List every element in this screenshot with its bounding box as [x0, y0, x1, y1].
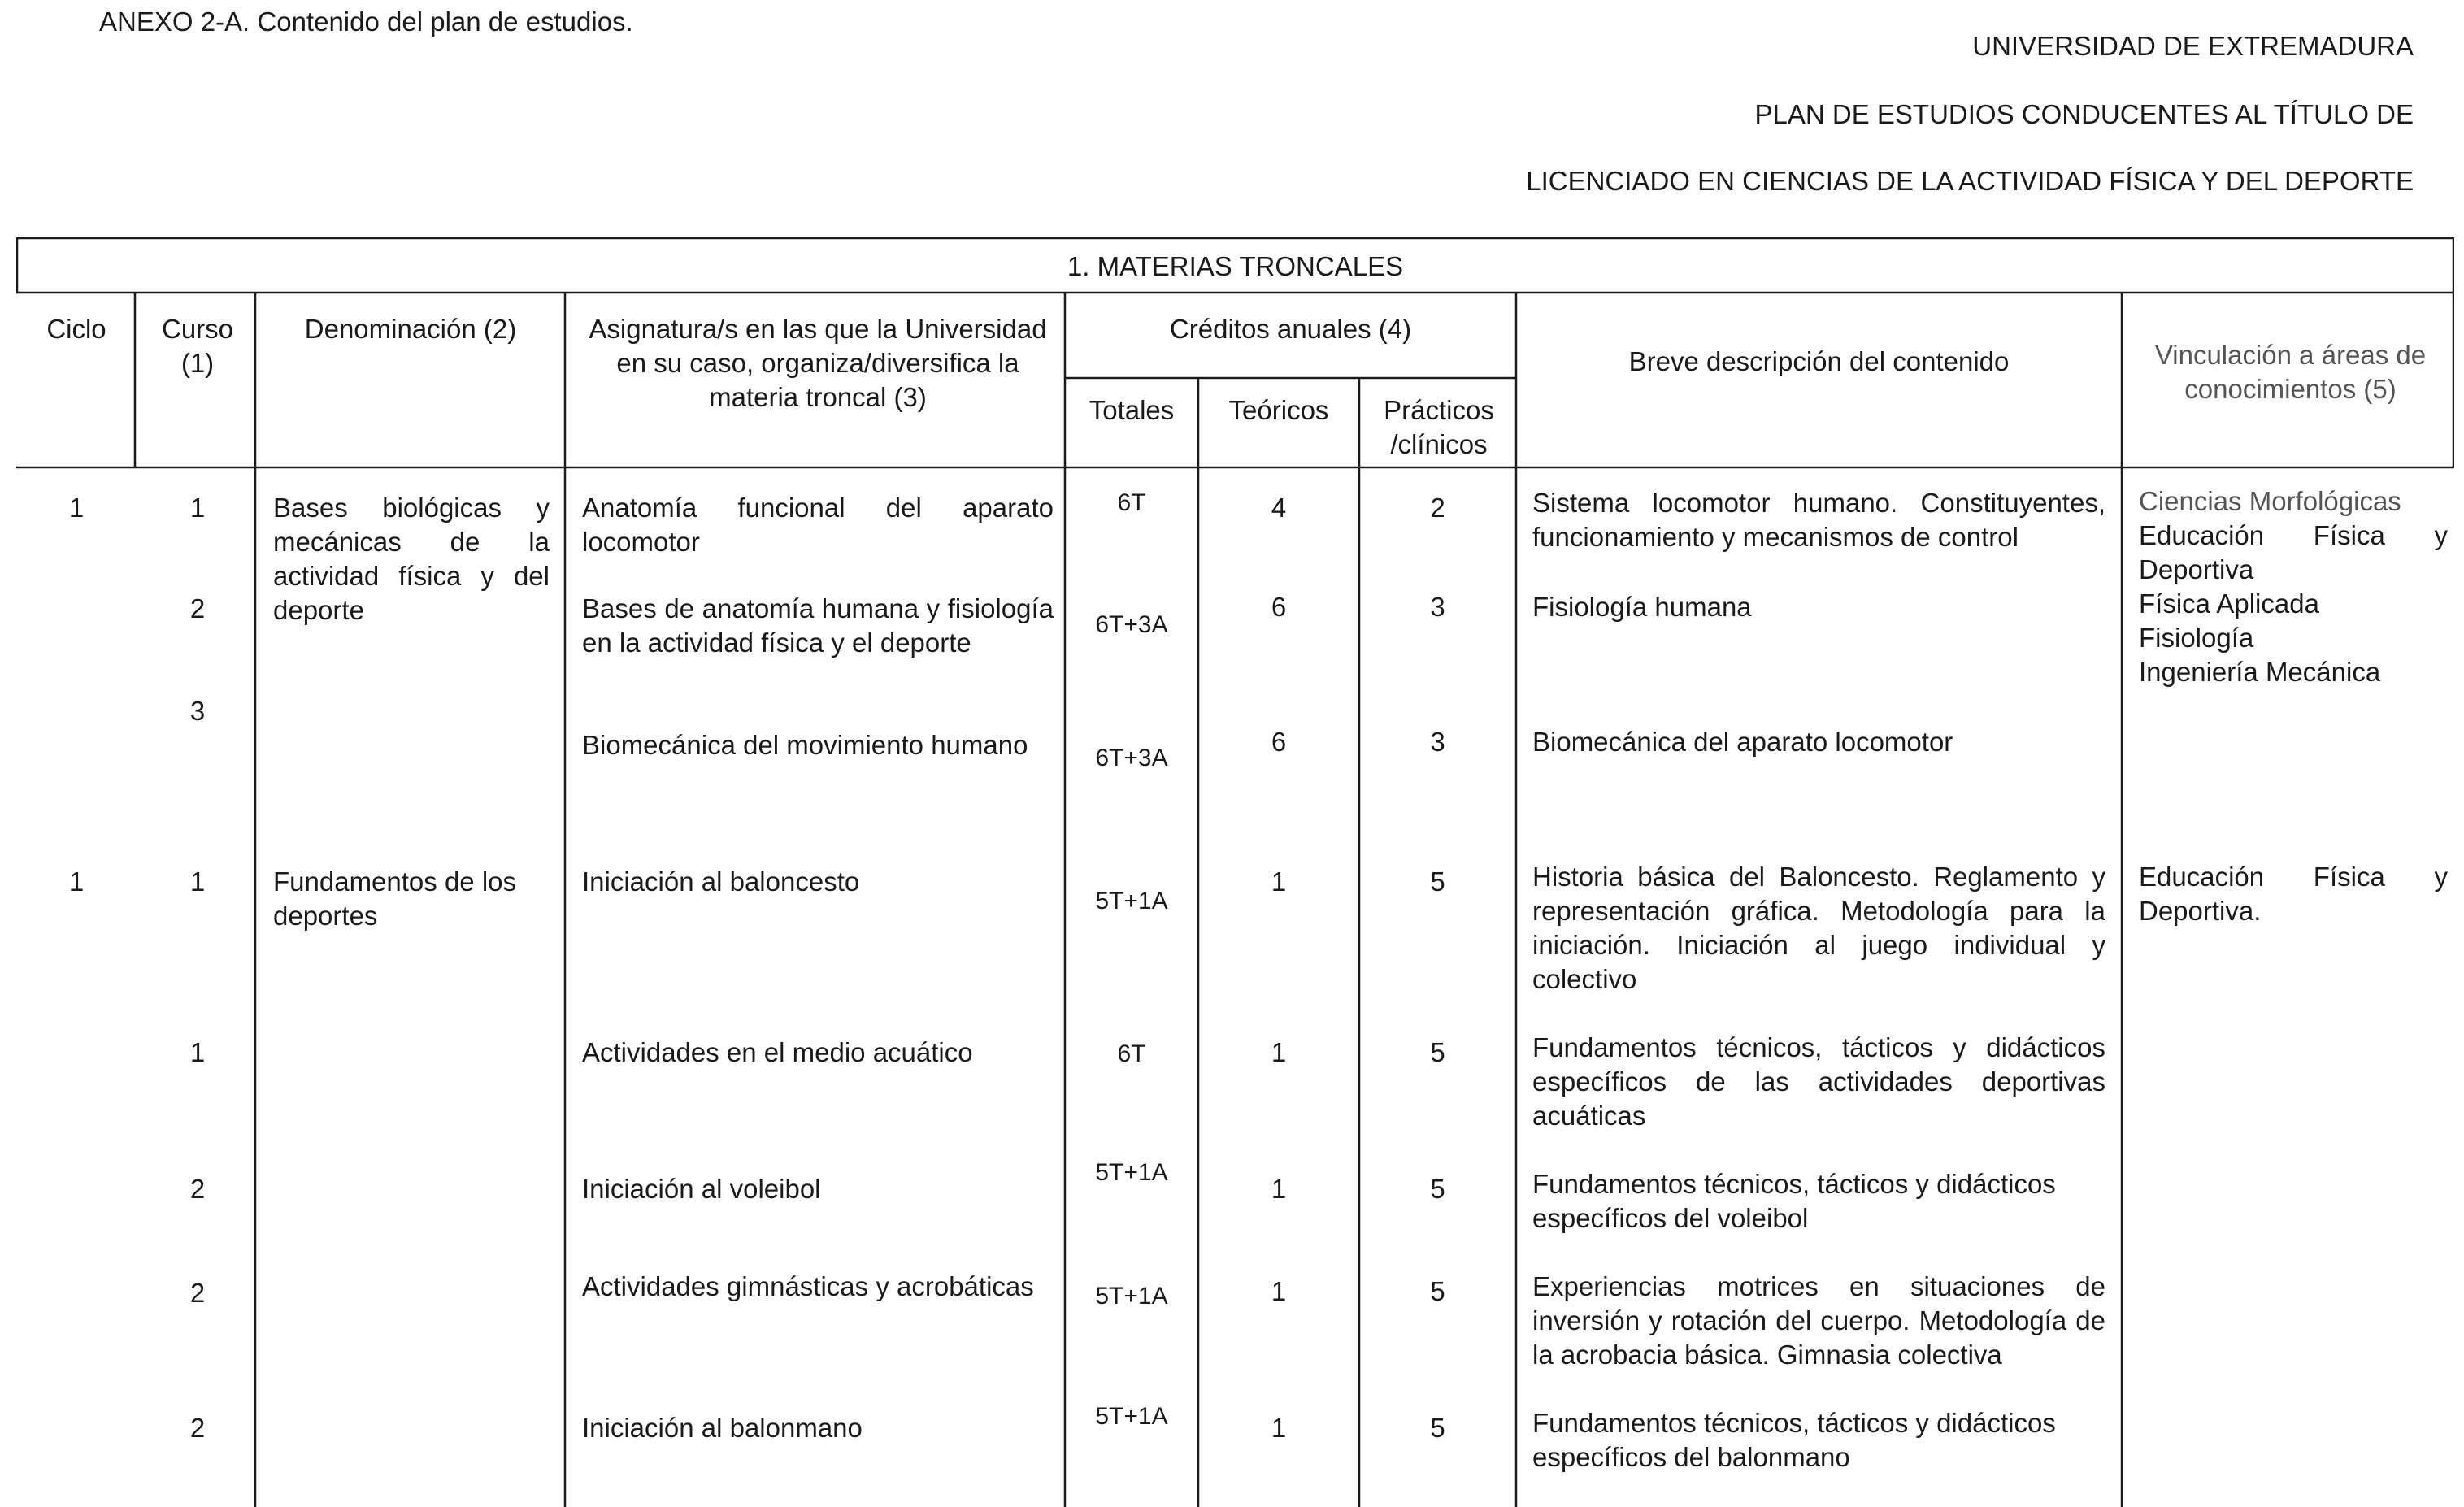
plan-line: PLAN DE ESTUDIOS CONDUCENTES AL TÍTULO DE — [1754, 99, 2414, 129]
header-denominacion: Denominación (2) — [304, 314, 517, 344]
area-item: Educación Física y Deportiva — [2139, 520, 2448, 584]
header-practicos: Prácticos /clínicos — [1384, 395, 1494, 459]
section-title: 1. MATERIAS TRONCALES — [1067, 251, 1404, 281]
table-row-curso: 1 — [189, 1037, 206, 1067]
table-row-curso: 3 — [189, 696, 206, 726]
table-row-teoricos: 1 — [1271, 1174, 1287, 1204]
troncales-table — [16, 237, 2454, 1507]
table-row-teoricos: 6 — [1271, 727, 1287, 757]
table-row-teoricos: 1 — [1271, 866, 1287, 897]
group2-ciclo: 1 — [68, 866, 85, 897]
table-row-teoricos: 1 — [1271, 1413, 1287, 1443]
table-row-totales: 6T — [1117, 1040, 1146, 1067]
table-row-curso: 2 — [189, 1174, 206, 1204]
table-row-curso: 2 — [189, 1278, 206, 1308]
header-totales: Totales — [1089, 395, 1175, 425]
table-row-descripcion: Experiencias motrices en situaciones de inversión y rotación del cuerpo. Metodología de la acrobacia básica. Gimnasia colectiva — [1532, 1271, 2105, 1370]
table-row-curso: 2 — [189, 593, 206, 623]
table-row-teoricos: 6 — [1271, 592, 1287, 622]
table-row-teoricos: 1 — [1271, 1037, 1287, 1067]
table-row-totales: 6T+3A — [1095, 745, 1168, 771]
table-row-asignatura: Iniciación al baloncesto — [582, 866, 860, 897]
table-row-descripcion: Fundamentos técnicos, tácticos y didácticos específicos del voleibol — [1532, 1169, 2056, 1233]
table-row-totales: 5T+1A — [1095, 1403, 1168, 1430]
table-row-asignatura: Anatomía funcional del aparato locomotor — [582, 493, 1054, 557]
group2-denominacion: Fundamentos de los deportes — [273, 866, 517, 931]
table-row-teoricos: 1 — [1271, 1276, 1287, 1306]
table-row-totales: 5T+1A — [1095, 1283, 1168, 1309]
header-curso: Curso (1) — [161, 314, 234, 378]
table-row-asignatura: Iniciación al balonmano — [582, 1413, 863, 1443]
table-row-asignatura: Actividades en el medio acuático — [582, 1037, 973, 1067]
table-row-teoricos: 4 — [1271, 493, 1287, 523]
table-row-practicos: 3 — [1430, 592, 1445, 622]
table-row-descripcion: Fundamentos técnicos, tácticos y didácticos específicos del balonmano — [1532, 1408, 2056, 1472]
table-row-totales: 6T+3A — [1095, 611, 1168, 638]
table-row-practicos: 5 — [1430, 1276, 1445, 1306]
table-row-asignatura: Bases de anatomía humana y fisiología en la actividad física y el deporte — [582, 593, 1054, 658]
group2-areas: Educación Física y Deportiva. — [2139, 862, 2448, 926]
header-creditos: Créditos anuales (4) — [1169, 314, 1412, 344]
university-name: UNIVERSIDAD DE EXTREMADURA — [1972, 31, 2414, 61]
group1-ciclo: 1 — [68, 493, 85, 523]
area-item: Ciencias Morfológicas — [2139, 486, 2401, 516]
table-row-descripcion: Biomecánica del aparato locomotor — [1532, 727, 1953, 757]
table-row-practicos: 5 — [1430, 1413, 1445, 1443]
table-row-descripcion: Fundamentos técnicos, tácticos y didácticos específicos de las actividades deportivas acuáticas — [1532, 1032, 2105, 1131]
table-row-descripcion: Fisiología humana — [1532, 592, 1752, 622]
area-item: Fisiología — [2139, 623, 2254, 653]
table-row-totales: 5T+1A — [1095, 888, 1168, 914]
table-row-practicos: 5 — [1430, 1174, 1445, 1204]
table-row-totales: 5T+1A — [1095, 1159, 1168, 1186]
header-asignatura: Asignatura/s en las que la Universidad en su caso, organiza/diversifica la materia troncal (3) — [589, 314, 1047, 412]
table-row-asignatura: Biomecánica del movimiento humano — [582, 730, 1028, 760]
table-row-curso: 1 — [189, 866, 206, 897]
group1-denominacion: Bases biológicas y mecánicas de la actividad física y del deporte — [273, 493, 550, 625]
table-row-curso: 2 — [189, 1413, 206, 1443]
header-descripcion: Breve descripción del contenido — [1628, 346, 2010, 376]
table-row-descripcion: Historia básica del Baloncesto. Reglamento y representación gráfica. Metodología para la iniciación. Iniciación al juego individual y colectivo — [1532, 862, 2105, 994]
header-teoricos: Teóricos — [1228, 395, 1329, 425]
table-row-practicos: 5 — [1430, 866, 1445, 897]
table-row-practicos: 5 — [1430, 1037, 1445, 1067]
table-row-totales: 6T — [1117, 489, 1146, 516]
table-row-practicos: 3 — [1430, 727, 1445, 757]
table-row-practicos: 2 — [1430, 493, 1445, 523]
table-row-asignatura: Actividades gimnásticas y acrobáticas — [582, 1271, 1034, 1301]
degree-line: LICENCIADO EN CIENCIAS DE LA ACTIVIDAD FÍSICA Y DEL DEPORTE — [1526, 166, 2414, 196]
annex-title: ANEXO 2-A. Contenido del plan de estudios. — [99, 7, 633, 37]
table-row-asignatura: Iniciación al voleibol — [582, 1174, 821, 1204]
group1-areas — [2139, 484, 2448, 689]
table-row-descripcion: Sistema locomotor humano. Constituyentes, funcionamiento y mecanismos de control — [1532, 488, 2105, 552]
area-item: Física Aplicada — [2139, 588, 2319, 619]
table-row-curso: 1 — [189, 493, 206, 523]
header-vinculacion: Vinculación a áreas de conocimientos (5) — [2154, 340, 2427, 404]
header-ciclo: Ciclo — [46, 314, 106, 344]
area-item: Ingeniería Mecánica — [2139, 657, 2381, 687]
